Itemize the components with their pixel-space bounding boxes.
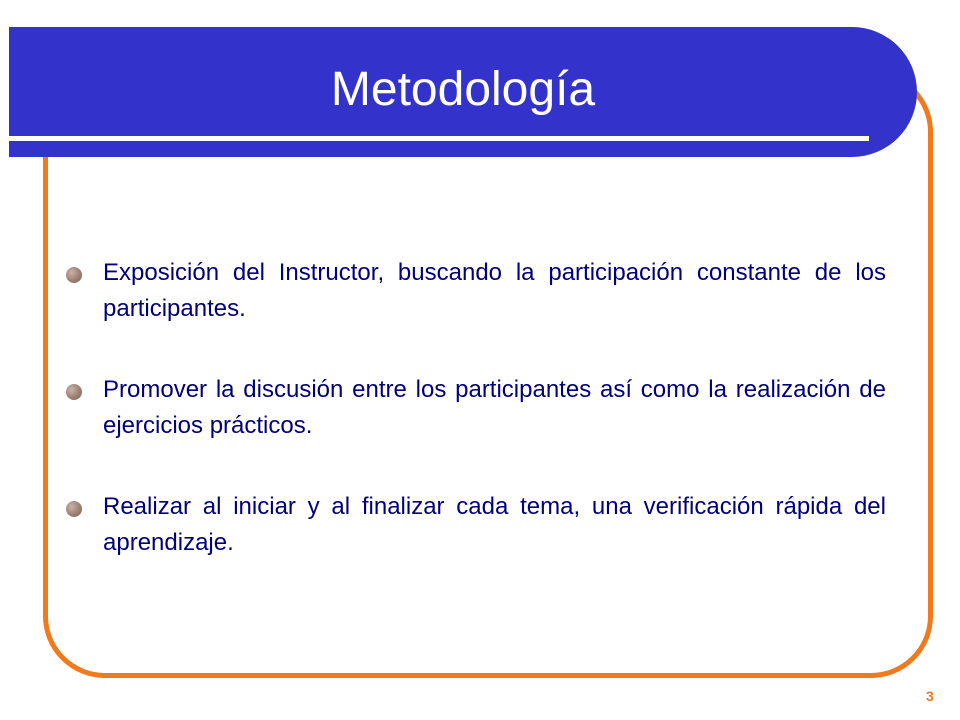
slide-title: Metodología: [330, 63, 596, 116]
bullet-item: [66, 372, 886, 444]
bullet-dot-icon: [66, 384, 82, 400]
bullet-dot-icon: [66, 501, 82, 517]
bullet-text: Exposición del Instructor, buscando la participación constante de los participantes.: [103, 259, 886, 322]
bullet-item: [66, 489, 886, 561]
page-number: 3: [926, 688, 934, 704]
bullet-dot-icon: [66, 267, 82, 283]
bullet-list: [66, 255, 886, 606]
title-underline: [9, 136, 869, 141]
bullet-text: Realizar al iniciar y al finalizar cada tema, una verificación rápida del aprendizaje.: [103, 493, 886, 556]
bullet-text: Promover la discusión entre los participantes así como la realización de ejercicios prácticos.: [103, 376, 886, 439]
bullet-item: [66, 255, 886, 327]
